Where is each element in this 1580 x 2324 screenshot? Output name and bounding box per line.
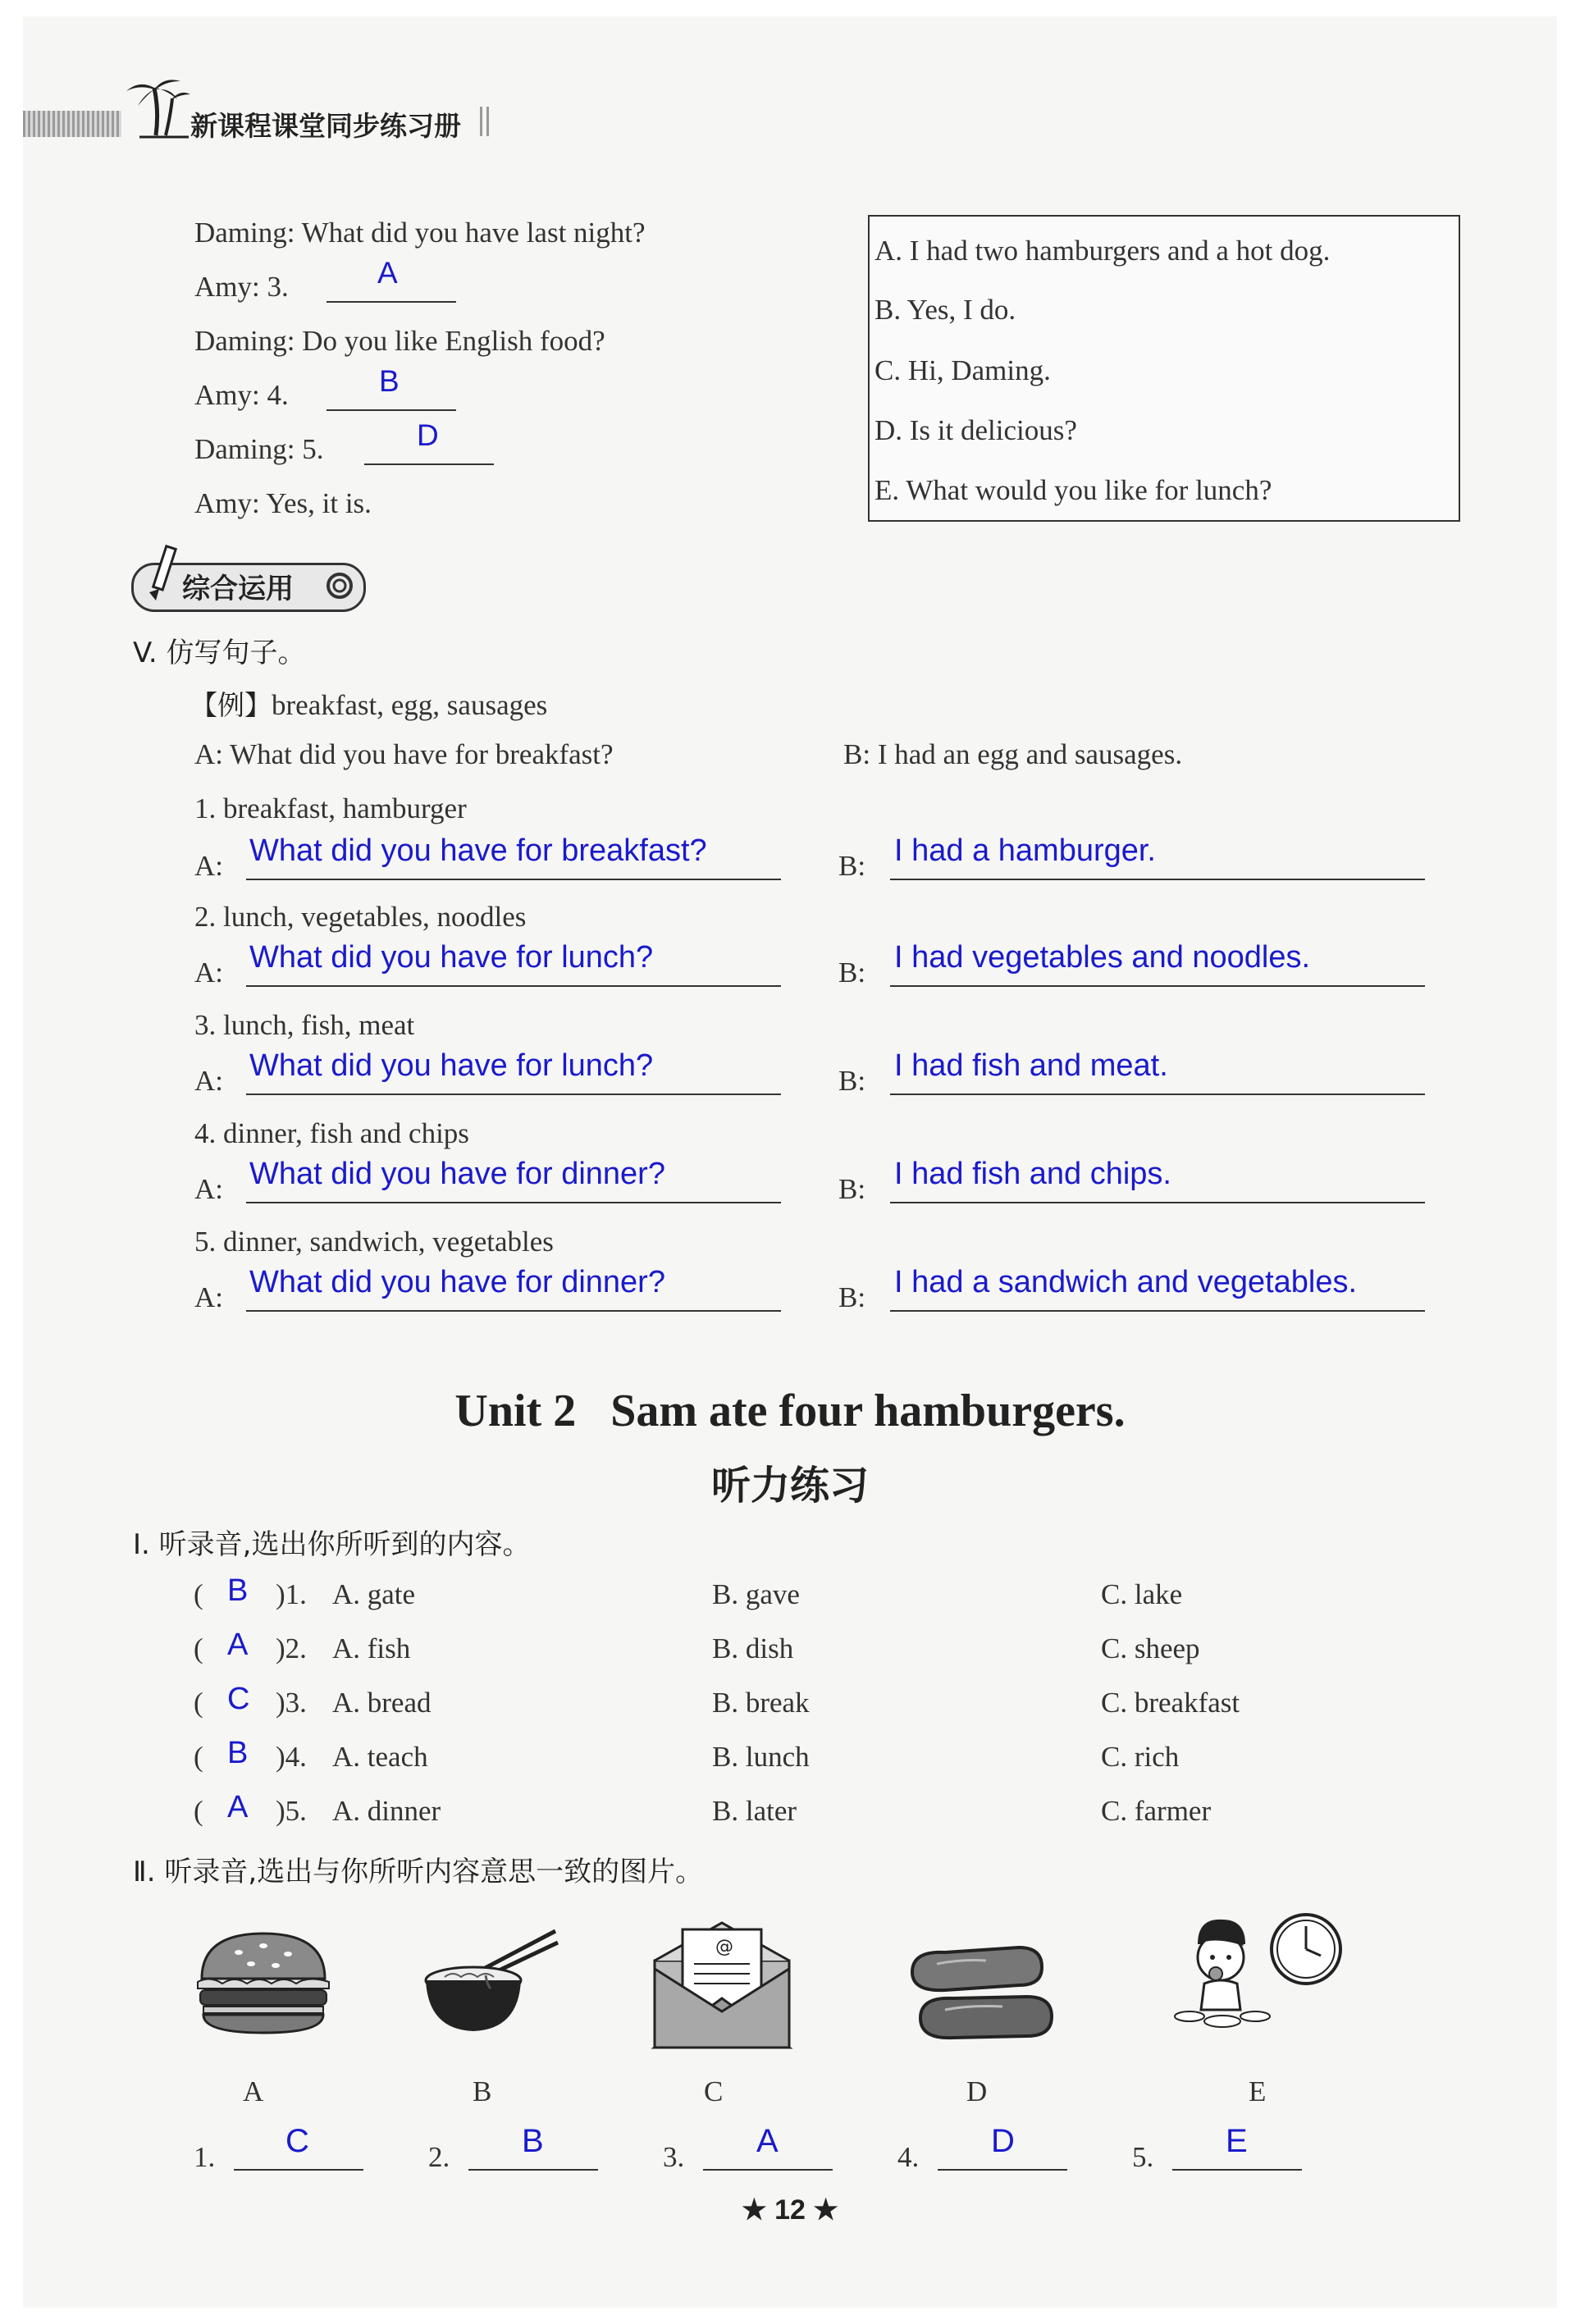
picture-letter: B — [473, 2075, 492, 2107]
choice-a: A. dinner — [332, 1795, 441, 1827]
item-answer-a[interactable]: What did you have for breakfast? — [249, 833, 707, 868]
a-label: A: — [194, 957, 223, 988]
b-label: B: — [838, 850, 866, 882]
answer-blank — [703, 2169, 833, 2171]
paren-open: ( — [194, 1632, 203, 1664]
paren-open: ( — [194, 1578, 203, 1610]
page-number-footer — [0, 2194, 1580, 2226]
choice-c: C. lake — [1101, 1578, 1183, 1610]
choice-a: A. fish — [332, 1632, 411, 1664]
item-prompt: 1. breakfast, hamburger — [194, 792, 467, 824]
example-a: A: What did you have for breakfast? — [194, 738, 614, 770]
header-divider — [486, 107, 489, 136]
picture-answer[interactable]: D — [991, 2123, 1015, 2159]
dialogue-line-4: Amy: 4. — [194, 379, 289, 411]
answer-blank — [938, 2169, 1067, 2171]
picture-answer[interactable]: C — [285, 2123, 309, 2159]
section5-title: V. 仿写句子。 — [133, 637, 306, 669]
unit-subtitle: 听力练习 — [710, 1463, 869, 1509]
answer-num: 4. — [897, 2141, 920, 2173]
choice-c: C. farmer — [1101, 1795, 1212, 1827]
section-badge-label: 综合运用 — [182, 573, 294, 605]
picture-letter: E — [1249, 2075, 1267, 2107]
answer-num: 2. — [428, 2141, 450, 2173]
paren-open: ( — [194, 1795, 203, 1827]
answer-num: 5. — [1132, 2141, 1154, 2173]
item-prompt: 2. lunch, vegetables, noodles — [194, 901, 527, 933]
item-prompt: 3. lunch, fish, meat — [194, 1009, 415, 1041]
choice-b: B. lunch — [712, 1741, 810, 1773]
item-answer-a[interactable]: What did you have for dinner? — [249, 1265, 665, 1299]
item-num: )1. — [276, 1578, 307, 1610]
item-answer-b[interactable]: I had fish and meat. — [894, 1048, 1168, 1083]
choice-a: A. teach — [332, 1741, 428, 1773]
choice-b: B. dish — [712, 1632, 794, 1664]
choice-c: C. rich — [1101, 1741, 1180, 1773]
dialogue-line-3: Daming: Do you like English food? — [194, 325, 605, 357]
item-answer-b[interactable]: I had a sandwich and vegetables. — [894, 1265, 1358, 1299]
item-answer-a[interactable]: What did you have for dinner? — [249, 1157, 665, 1191]
b-label: B: — [838, 1281, 866, 1313]
listening-answer[interactable]: B — [227, 1573, 249, 1608]
pencil-icon — [138, 541, 187, 607]
item-answer-b[interactable]: I had a hamburger. — [894, 833, 1156, 868]
svg-text:@: @ — [715, 1937, 733, 1957]
section1-title: Ⅰ. 听录音,选出你所听到的内容。 — [133, 1528, 531, 1561]
choice-c: C. breakfast — [1101, 1687, 1240, 1719]
answer-line — [890, 879, 1425, 880]
item-prompt: 4. dinner, fish and chips — [194, 1117, 469, 1149]
answer-blank — [364, 463, 494, 465]
dialogue-answer-4[interactable]: B — [379, 364, 400, 398]
option-d: D. Is it delicious? — [874, 414, 1077, 446]
header-stripe — [23, 111, 121, 137]
item-answer-b[interactable]: I had fish and chips. — [894, 1157, 1171, 1191]
listening-answer[interactable]: C — [227, 1682, 250, 1716]
picture-answer[interactable]: B — [522, 2123, 544, 2159]
item-answer-a[interactable]: What did you have for lunch? — [249, 1048, 654, 1083]
listening-answer[interactable]: A — [227, 1628, 249, 1662]
star-icon: ★ — [805, 2194, 838, 2226]
dialogue-line-6: Amy: Yes, it is. — [194, 487, 372, 519]
picture-answer[interactable]: E — [1226, 2123, 1248, 2159]
answer-line — [246, 985, 781, 987]
noodles-icon — [420, 1923, 559, 2038]
choice-a: A. gate — [332, 1578, 416, 1610]
option-c: C. Hi, Daming. — [874, 354, 1051, 386]
b-label: B: — [838, 1173, 866, 1205]
a-label: A: — [194, 1173, 223, 1205]
dialogue-answer-5[interactable]: D — [417, 418, 439, 452]
choice-b: B. gave — [712, 1578, 800, 1610]
answer-line — [890, 1094, 1425, 1095]
answer-num: 3. — [663, 2141, 685, 2173]
answer-line — [890, 985, 1425, 987]
item-num: )2. — [276, 1632, 307, 1664]
star-icon: ★ — [742, 2194, 775, 2226]
answer-line — [890, 1202, 1425, 1203]
page-number: 12 — [774, 2194, 806, 2226]
option-b: B. Yes, I do. — [874, 294, 1016, 326]
answer-line — [890, 1310, 1425, 1312]
a-label: A: — [194, 1281, 223, 1313]
answer-line — [246, 1094, 781, 1095]
choice-b: B. break — [712, 1687, 810, 1719]
dialogue-line-2: Amy: 3. — [194, 271, 289, 303]
picture-letter: D — [966, 2075, 988, 2107]
header-title: 新课程课堂同步练习册 — [190, 110, 461, 142]
sausages-icon — [896, 1939, 1060, 2046]
picture-letter: C — [704, 2075, 724, 2107]
dialogue-answer-3[interactable]: A — [377, 256, 398, 290]
item-num: )4. — [276, 1741, 307, 1773]
answer-num: 1. — [194, 2141, 216, 2173]
item-num: )3. — [276, 1687, 307, 1719]
b-label: B: — [838, 1065, 866, 1097]
answer-line — [246, 1202, 781, 1203]
answer-line — [246, 879, 781, 880]
dialogue-line-5: Daming: 5. — [194, 433, 324, 465]
choice-b: B. later — [712, 1795, 797, 1827]
unit-title: Unit 2 Sam ate four hamburgers. — [454, 1386, 1126, 1436]
example-line: 【例】breakfast, egg, sausages — [190, 689, 548, 721]
picture-letter: A — [243, 2075, 264, 2107]
answer-blank — [327, 301, 456, 303]
item-answer-b[interactable]: I had vegetables and noodles. — [894, 940, 1311, 975]
option-e: E. What would you like for lunch? — [874, 474, 1272, 506]
ring-icon — [325, 571, 354, 600]
b-label: B: — [838, 957, 866, 988]
listening-answer[interactable]: B — [227, 1736, 249, 1770]
palm-tree-icon — [123, 70, 193, 139]
example-b: B: I had an egg and sausages. — [843, 738, 1183, 770]
a-label: A: — [194, 1065, 223, 1097]
item-answer-a[interactable]: What did you have for lunch? — [249, 940, 654, 975]
a-label: A: — [194, 850, 223, 882]
hamburger-icon — [194, 1929, 333, 2036]
dialogue-line-1: Daming: What did you have last night? — [194, 217, 646, 249]
answer-blank — [468, 2169, 598, 2171]
paren-open: ( — [194, 1687, 203, 1719]
header-divider — [480, 107, 482, 136]
listening-answer[interactable]: A — [227, 1790, 249, 1824]
choice-a: A. bread — [332, 1687, 432, 1719]
envelope-icon — [650, 1920, 794, 2051]
picture-answer[interactable]: A — [756, 2123, 779, 2159]
answer-blank — [1172, 2169, 1302, 2171]
boy-eating-clock-icon — [1165, 1911, 1345, 2034]
answer-line — [246, 1310, 781, 1312]
section2-title: Ⅱ. 听录音,选出与你所听内容意思一致的图片。 — [133, 1856, 704, 1888]
item-prompt: 5. dinner, sandwich, vegetables — [194, 1226, 554, 1258]
option-a: A. I had two hamburgers and a hot dog. — [874, 235, 1331, 267]
choice-c: C. sheep — [1101, 1632, 1200, 1664]
paren-open: ( — [194, 1741, 203, 1773]
answer-blank — [327, 409, 456, 411]
answer-blank — [234, 2169, 363, 2171]
item-num: )5. — [276, 1795, 307, 1827]
